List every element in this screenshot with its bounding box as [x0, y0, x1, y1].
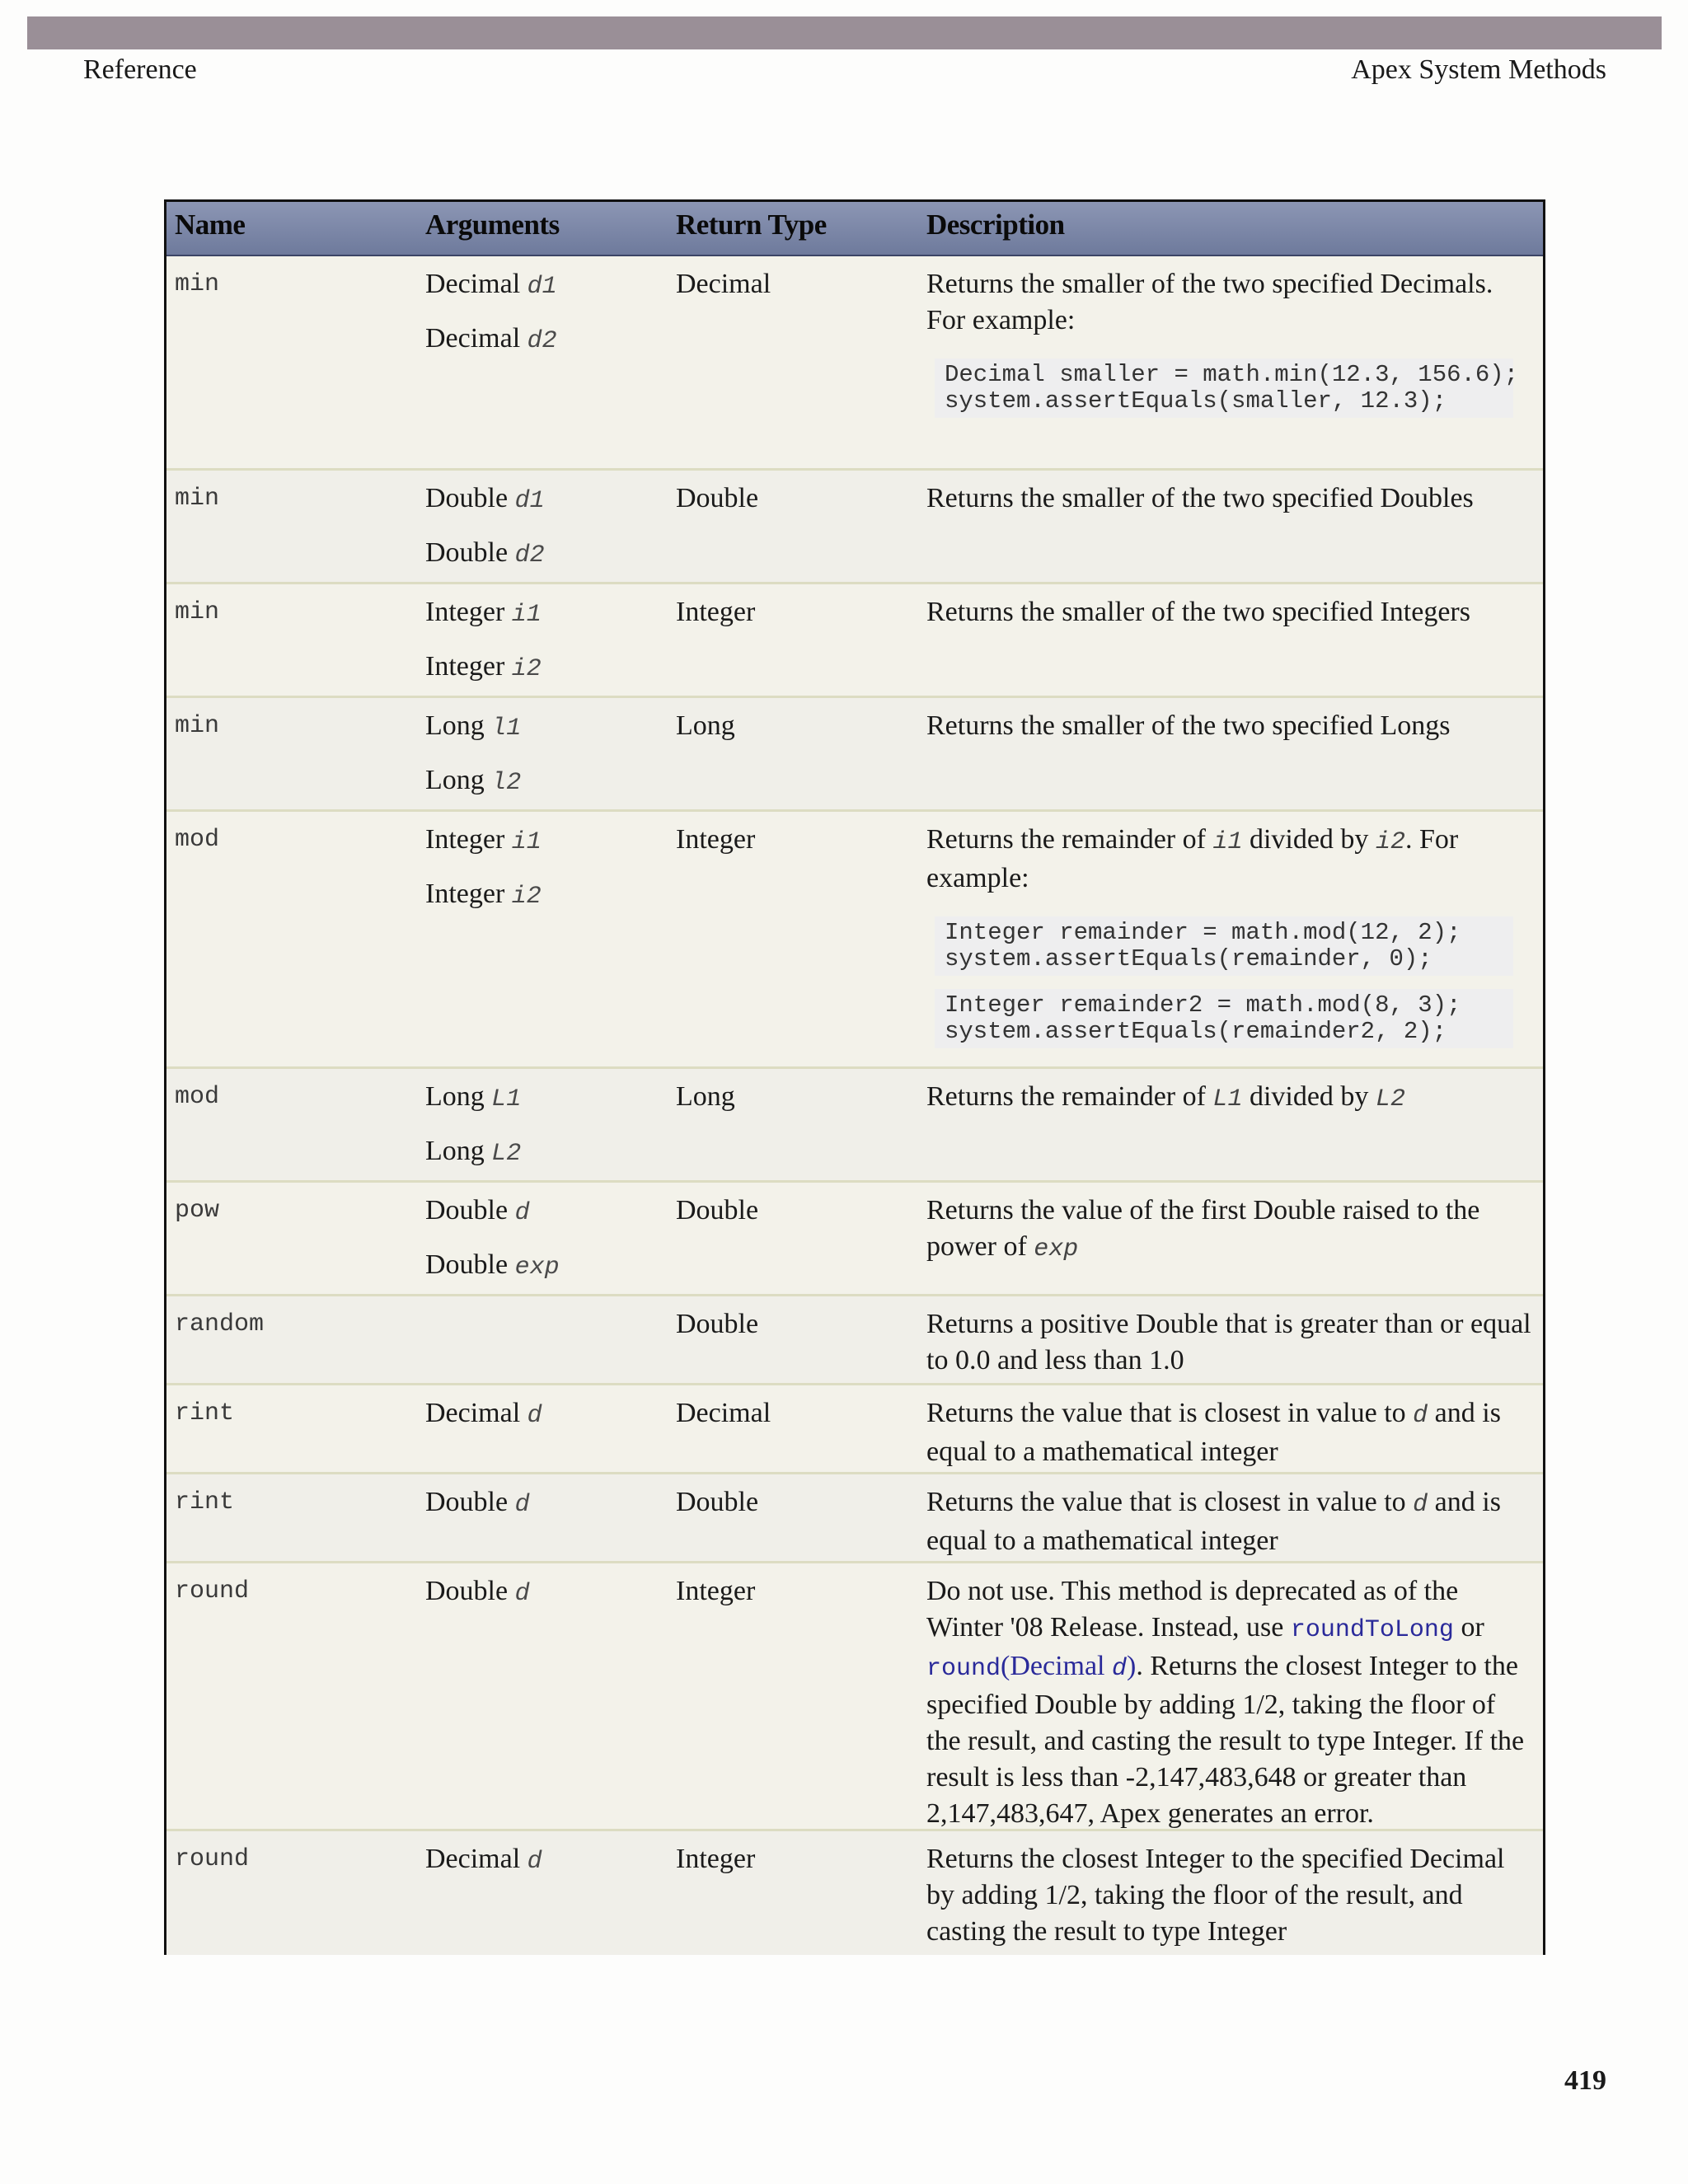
- description-cell: [918, 256, 1538, 468]
- code-example: Integer remainder2 = math.mod(8, 3); system.assertEquals(remainder2, 2);: [935, 989, 1513, 1048]
- description-cell: [918, 1385, 1538, 1472]
- column-header-arguments: Arguments: [425, 209, 560, 241]
- table-row: [166, 812, 1543, 1069]
- argument: [425, 1841, 668, 1880]
- inline-code: exp: [1034, 1235, 1079, 1263]
- text-fragment: Returns the value of the first Double raised to the power of: [926, 1195, 1480, 1262]
- text-fragment: Returns the remainder of: [926, 824, 1213, 855]
- argument: [425, 321, 668, 359]
- argument-type: Long: [425, 1081, 492, 1112]
- code-example: Integer remainder = math.mod(12, 2); system.assertEquals(remainder, 0);: [935, 916, 1513, 976]
- methods-table: [164, 199, 1545, 1955]
- argument-name: d: [514, 1199, 530, 1227]
- text-fragment: divided by: [1242, 1081, 1376, 1112]
- method-name: rint: [175, 1488, 235, 1516]
- method-name: min: [175, 598, 220, 626]
- table-row: [166, 1183, 1543, 1296]
- argument-name: d: [514, 1580, 530, 1608]
- description-text: Returns a positive Double that is greater than or equal to 0.0 and less than 1.0: [926, 1309, 1531, 1376]
- return-type: Decimal: [676, 269, 771, 299]
- argument-type: Long: [425, 765, 492, 795]
- argument: [425, 1395, 668, 1434]
- argument-type: Double: [425, 1487, 515, 1517]
- argument-name: i1: [511, 601, 542, 629]
- return-type: Double: [676, 1487, 759, 1517]
- description-text: Returns the smaller of the two specified Decimals. For example:: [926, 269, 1493, 335]
- arguments-cell: [417, 1296, 668, 1383]
- arguments-cell: [417, 698, 668, 809]
- argument-name: i2: [511, 655, 542, 683]
- method-name: min: [175, 485, 220, 513]
- description-cell: [918, 1183, 1538, 1294]
- arguments-cell: [417, 1831, 668, 1955]
- return-type: Integer: [676, 597, 756, 627]
- argument: [425, 1133, 668, 1172]
- return-type: Long: [676, 1081, 735, 1112]
- text-fragment: . Returns the closest Integer to the specified Double by adding 1/2, taking the floor of the result, and casting the result to type Integer. If the result is less than -2,147,483,648 or greater than 2,147,483,647, Apex generates an error.: [926, 1651, 1525, 1829]
- link-text: ): [1127, 1651, 1137, 1681]
- argument: [425, 708, 668, 747]
- argument-type: Double: [425, 483, 515, 513]
- method-name: round: [175, 1845, 250, 1873]
- table-row: [166, 1831, 1543, 1955]
- return-type: Double: [676, 1309, 759, 1339]
- argument-type: Double: [425, 537, 515, 568]
- argument: [425, 1079, 668, 1118]
- link-round-decimal[interactable]: [926, 1651, 1136, 1681]
- method-name: min: [175, 270, 220, 298]
- argument-type: Decimal: [425, 269, 528, 299]
- argument-type: Decimal: [425, 1844, 528, 1874]
- text-fragment: or: [1453, 1612, 1484, 1643]
- method-name: mod: [175, 1083, 220, 1111]
- argument-name: d1: [527, 273, 557, 301]
- description-text: [926, 1573, 1533, 1832]
- method-name: random: [175, 1310, 265, 1338]
- table-header: [166, 199, 1543, 256]
- link-text: (Decimal: [1001, 1651, 1113, 1681]
- column-header-return-type: Return Type: [676, 209, 827, 241]
- argument: [425, 649, 668, 687]
- argument-name: i1: [511, 828, 542, 856]
- text-fragment: Returns the value that is closest in value to: [926, 1398, 1414, 1428]
- method-name: rint: [175, 1399, 235, 1427]
- arguments-cell: [417, 1385, 668, 1472]
- description-text: [926, 1079, 1533, 1118]
- arguments-cell: [417, 471, 668, 582]
- description-text: Returns the smaller of the two specified Longs: [926, 710, 1451, 741]
- argument-type: Long: [425, 710, 492, 741]
- table-row: [166, 1385, 1543, 1474]
- text-fragment: and is equal to a mathematical integer: [926, 1487, 1501, 1556]
- arguments-cell: [417, 584, 668, 696]
- table-row: [166, 1296, 1543, 1385]
- argument-name: d1: [514, 487, 545, 515]
- argument: [425, 266, 668, 305]
- argument-name: l2: [491, 769, 522, 797]
- inline-code: d: [1413, 1402, 1428, 1430]
- inline-code: i1: [1212, 828, 1243, 856]
- inline-code: i2: [1375, 828, 1405, 856]
- table-row: [166, 698, 1543, 812]
- argument-type: Double: [425, 1195, 515, 1226]
- return-type: Double: [676, 1195, 759, 1226]
- description-cell: [918, 812, 1538, 1066]
- text-fragment: Returns the value that is closest in value to: [926, 1487, 1414, 1517]
- argument-type: Long: [425, 1136, 492, 1166]
- column-header-description: Description: [926, 209, 1065, 241]
- description-text: Returns the closest Integer to the specified Decimal by adding 1/2, taking the floor of the result, and casting the result to type Integer: [926, 1844, 1505, 1947]
- table-row: [166, 1563, 1543, 1831]
- description-text: [926, 1395, 1533, 1470]
- text-fragment: Do not use. This method is deprecated as of the Winter '08 Release. Instead, use: [926, 1576, 1459, 1643]
- argument-type: Integer: [425, 879, 512, 909]
- description-cell: [918, 471, 1538, 582]
- arguments-cell: [417, 256, 668, 468]
- argument-type: Integer: [425, 597, 512, 627]
- inline-code: L2: [1375, 1085, 1405, 1113]
- arguments-cell: [417, 1183, 668, 1294]
- description-cell: [918, 1563, 1538, 1829]
- argument-type: Integer: [425, 651, 512, 682]
- argument: [425, 535, 668, 574]
- table-row: [166, 471, 1543, 584]
- argument-name: l1: [491, 715, 522, 743]
- description-cell: [918, 698, 1538, 809]
- text-fragment: divided by: [1242, 824, 1376, 855]
- argument: [425, 594, 668, 633]
- argument: [425, 1484, 668, 1523]
- description-text: Returns the smaller of the two specified Integers: [926, 597, 1470, 627]
- description-cell: [918, 1296, 1538, 1383]
- argument-name: L2: [491, 1140, 522, 1168]
- description-text: [926, 1484, 1533, 1559]
- running-header-right: Apex System Methods: [1351, 54, 1606, 85]
- link-round-to-long[interactable]: roundToLong: [1290, 1616, 1454, 1644]
- link-text: round: [926, 1655, 1001, 1683]
- argument-type: Decimal: [425, 1398, 528, 1428]
- argument-type: Double: [425, 1249, 515, 1280]
- table-body: [166, 256, 1543, 1955]
- argument-type: Integer: [425, 824, 512, 855]
- inline-code: L1: [1212, 1085, 1243, 1113]
- link-text: d: [1112, 1655, 1128, 1683]
- arguments-cell: [417, 1563, 668, 1829]
- method-name: pow: [175, 1197, 220, 1225]
- top-bar: [27, 16, 1662, 49]
- text-fragment: and is equal to a mathematical integer: [926, 1398, 1501, 1467]
- text-fragment: Returns the remainder of: [926, 1081, 1213, 1112]
- argument: [425, 1247, 668, 1286]
- description-text: [926, 822, 1533, 897]
- argument: [425, 480, 668, 519]
- return-type: Integer: [676, 1844, 756, 1874]
- argument: [425, 1193, 668, 1231]
- text-fragment: . For example:: [926, 824, 1459, 893]
- argument: [425, 762, 668, 801]
- table-row: [166, 256, 1543, 471]
- argument-name: d: [527, 1402, 542, 1430]
- argument-name: i2: [511, 883, 542, 911]
- description-cell: [918, 584, 1538, 696]
- code-example: Decimal smaller = math.min(12.3, 156.6); system.assertEquals(smaller, 12.3);: [935, 359, 1513, 418]
- method-name: round: [175, 1577, 250, 1605]
- description-cell: [918, 1474, 1538, 1561]
- method-name: min: [175, 712, 220, 740]
- argument-name: d: [514, 1491, 530, 1519]
- description-text: Returns the smaller of the two specified Doubles: [926, 483, 1474, 513]
- argument-name: exp: [514, 1254, 560, 1282]
- inline-code: d: [1413, 1491, 1428, 1519]
- argument-name: d2: [514, 541, 545, 569]
- return-type: Long: [676, 710, 735, 741]
- return-type: Double: [676, 483, 759, 513]
- argument: [425, 822, 668, 860]
- return-type: Decimal: [676, 1398, 771, 1428]
- argument-type: Decimal: [425, 323, 528, 354]
- argument: [425, 1573, 668, 1612]
- table-row: [166, 584, 1543, 698]
- argument-type: Double: [425, 1576, 515, 1606]
- table-row: [166, 1069, 1543, 1183]
- argument: [425, 876, 668, 915]
- arguments-cell: [417, 1474, 668, 1561]
- arguments-cell: [417, 1069, 668, 1180]
- running-header-left: Reference: [83, 54, 197, 85]
- argument-name: L1: [491, 1085, 522, 1113]
- arguments-cell: [417, 812, 668, 1066]
- method-name: mod: [175, 826, 220, 854]
- argument-name: d: [527, 1848, 542, 1876]
- return-type: Integer: [676, 824, 756, 855]
- description-cell: [918, 1069, 1538, 1180]
- description-cell: [918, 1831, 1538, 1955]
- return-type: Integer: [676, 1576, 756, 1606]
- column-header-name: Name: [175, 209, 246, 241]
- description-text: [926, 1193, 1533, 1268]
- page-number: 419: [1564, 2065, 1606, 2096]
- table-row: [166, 1474, 1543, 1563]
- argument-name: d2: [527, 327, 557, 355]
